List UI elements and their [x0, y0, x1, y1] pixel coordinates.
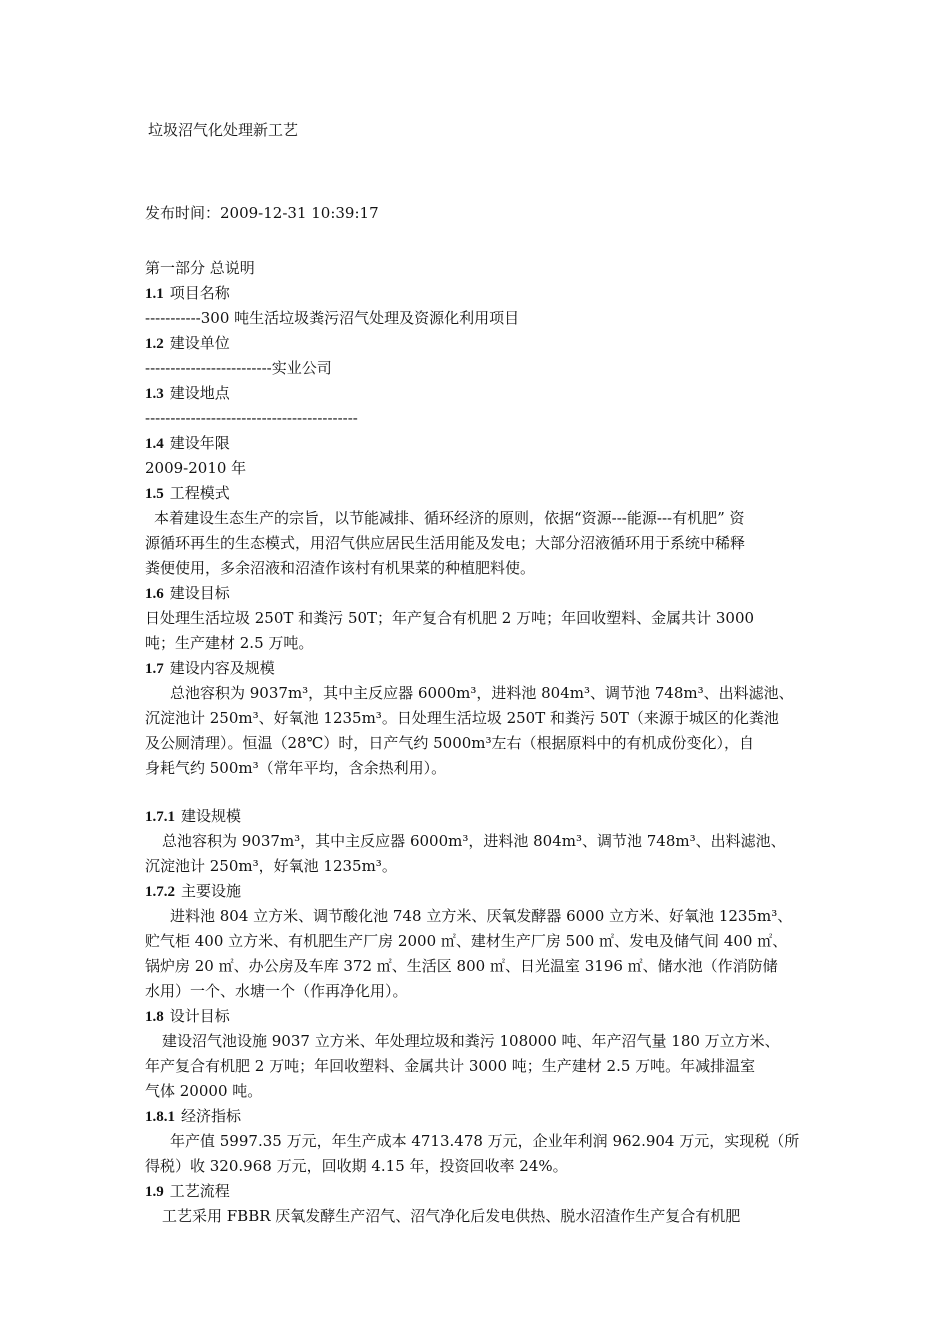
section-label: 建设目标	[169, 584, 230, 602]
paragraph-line: 及公厕清理）。恒温（28℃）时，日产气约 5000m³左右（根据原料中的有机成份变化），自	[145, 734, 755, 752]
paragraph-line: 身耗气约 500m³（常年平均，含余热利用）。	[145, 759, 447, 777]
paragraph-line: 粪便使用，多余沼液和沼渣作该村有机果菜的种植肥料使。	[145, 559, 536, 577]
section-number: 1.5	[145, 486, 164, 502]
section-heading-1-9	[145, 1181, 230, 1202]
doc-title: 垃圾沼气化处理新工艺	[148, 121, 299, 139]
paragraph-line: 水用）一个、水塘一个（作再净化用）。	[145, 982, 408, 1000]
section-heading-1-1	[145, 283, 230, 304]
paragraph-line: 吨；生产建材 2.5 万吨。	[145, 634, 314, 652]
section-heading-1-2	[145, 333, 230, 354]
paragraph-line: 得税）收 320.968 万元，回收期 4.15 年，投资回收率 24%。	[145, 1157, 568, 1175]
paragraph-line: 总池容积为 9037m³，其中主反应器 6000m³，进料池 804m³、调节池 748m³、出料滤池、	[162, 832, 786, 850]
section-label: 工艺流程	[169, 1182, 230, 1200]
section-label: 建设内容及规模	[169, 659, 275, 677]
section-label: 建设年限	[169, 434, 230, 452]
section-label: 经济指标	[181, 1107, 242, 1125]
section-heading-1-7-2	[145, 881, 241, 902]
section-label: 建设单位	[169, 334, 230, 352]
paragraph-line: 锅炉房 20 ㎡、办公房及车库 372 ㎡、生活区 800 ㎡、日光温室 3196 ㎡、储水池（作消防储	[145, 957, 778, 975]
section-number: 1.7	[145, 661, 164, 677]
section-number: 1.8	[145, 1009, 164, 1025]
section-heading-1-7	[145, 658, 275, 679]
section-number: 1.2	[145, 336, 164, 352]
builder-text: -------------------------实业公司	[145, 359, 332, 377]
section-label: 建设规模	[181, 807, 242, 825]
paragraph-line: 总池容积为 9037m³，其中主反应器 6000m³，进料池 804m³、调节池 748m³、出料滤池、	[170, 684, 794, 702]
paragraph-line: 贮气柜 400 立方米、有机肥生产厂房 2000 ㎡、建材生产厂房 500 ㎡、发电及储气间 400 ㎡、	[145, 932, 788, 950]
paragraph-line: 年产值 5997.35 万元，年生产成本 4713.478 万元，企业年利润 962.904 万元，实现税（所	[170, 1132, 800, 1150]
section-heading-1-4	[145, 433, 230, 454]
section-number: 1.7.2	[145, 884, 175, 900]
location-text: ------------------------------------------	[145, 409, 358, 427]
section-number: 1.6	[145, 586, 164, 602]
section-number: 1.3	[145, 386, 164, 402]
section-heading-1-8	[145, 1006, 230, 1027]
section-number: 1.8.1	[145, 1109, 175, 1125]
part-heading: 第一部分 总说明	[145, 259, 255, 277]
paragraph-line: 日处理生活垃圾 250T 和粪污 50T；年产复合有机肥 2 万吨；年回收塑料、金属共计 3000	[145, 609, 755, 627]
section-heading-1-8-1	[145, 1106, 241, 1127]
section-heading-1-6	[145, 583, 230, 604]
paragraph-line: 工艺采用 FBBR 厌氧发酵生产沼气、沼气净化后发电供热、脱水沼渣作生产复合有机肥	[162, 1207, 741, 1225]
section-heading-1-3	[145, 383, 230, 404]
publish-time: 发布时间：2009-12-31 10:39:17	[145, 204, 379, 222]
section-number: 1.7.1	[145, 809, 175, 825]
section-label: 项目名称	[169, 284, 230, 302]
section-heading-1-5	[145, 483, 230, 504]
section-number: 1.9	[145, 1184, 164, 1200]
section-heading-1-7-1	[145, 806, 241, 827]
paragraph-line: 沉淀池计 250m³、好氧池 1235m³。日处理生活垃圾 250T 和粪污 50T（来源于城区的化粪池	[145, 709, 779, 727]
paragraph-line: 进料池 804 立方米、调节酸化池 748 立方米、厌氧发酵器 6000 立方米、好氧池 1235m³、	[170, 907, 793, 925]
period-text: 2009-2010 年	[145, 459, 247, 477]
paragraph-line: 建设沼气池设施 9037 立方米、年处理垃圾和粪污 108000 吨、年产沼气量 180 万立方米、	[162, 1032, 780, 1050]
paragraph-line: 年产复合有机肥 2 万吨；年回收塑料、金属共计 3000 吨；生产建材 2.5 万吨。年减排温室	[145, 1057, 756, 1075]
paragraph-line: 气体 20000 吨。	[145, 1082, 263, 1100]
section-label: 主要设施	[181, 882, 242, 900]
paragraph-line: 沉淀池计 250m³，好氧池 1235m³。	[145, 857, 397, 875]
section-label: 工程模式	[169, 484, 230, 502]
section-number: 1.4	[145, 436, 164, 452]
project-name-text: -----------300 吨生活垃圾粪污沼气处理及资源化利用项目	[145, 309, 520, 327]
paragraph-line: 源循环再生的生态模式，用沼气供应居民生活用能及发电；大部分沼液循环用于系统中稀释	[145, 534, 746, 552]
section-label: 建设地点	[169, 384, 230, 402]
section-label: 设计目标	[169, 1007, 230, 1025]
section-number: 1.1	[145, 286, 164, 302]
paragraph-line: 本着建设生态生产的宗旨，以节能减排、循环经济的原则，依据“资源---能源---有机肥” 资	[154, 509, 745, 527]
